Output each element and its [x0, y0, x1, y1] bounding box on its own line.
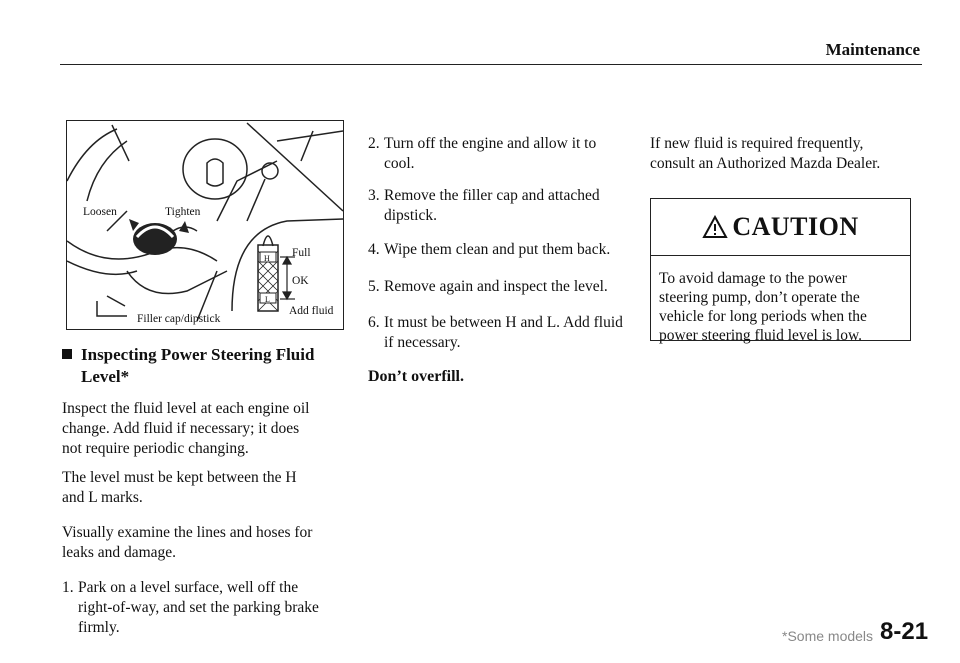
step-number: 6. — [368, 314, 380, 331]
step-text: firmly. — [78, 619, 120, 636]
text-line: consult an Authorized Mazda Dealer. — [650, 155, 881, 172]
text-line: Inspect the fluid level at each engine oil — [62, 400, 310, 417]
text-line: steering pump, don’t operate the — [659, 289, 860, 306]
page-header-title: Maintenance — [825, 40, 920, 59]
step-text: if necessary. — [384, 334, 461, 351]
warning-triangle-icon — [702, 215, 728, 239]
h-mark-label: H — [264, 254, 270, 263]
l-mark-label: L — [265, 295, 270, 304]
overfill-warning: Don’t overfill. — [368, 368, 464, 385]
bullet-square-icon — [62, 349, 72, 359]
add-fluid-label: Add fluid — [289, 305, 334, 317]
heading-line2: Level* — [81, 367, 130, 386]
section-heading — [62, 344, 332, 388]
caution-box — [650, 198, 911, 344]
text-line: and L marks. — [62, 489, 143, 506]
step-text: It must be between H and L. Add fluid — [384, 314, 623, 331]
step-number: 2. — [368, 135, 380, 152]
step-text: cool. — [384, 155, 415, 172]
step-5 — [368, 277, 638, 297]
loosen-label: Loosen — [83, 206, 117, 218]
step-text: Remove the filler cap and attached — [384, 187, 600, 204]
step-text: dipstick. — [384, 207, 437, 224]
text-line: Visually examine the lines and hoses for — [62, 524, 313, 541]
paragraph-dealer — [650, 134, 920, 174]
step-text: Remove again and inspect the level. — [384, 278, 608, 295]
ok-label: OK — [292, 275, 309, 287]
text-line: power steering fluid level is low. — [659, 327, 863, 344]
caution-header — [651, 199, 910, 256]
text-line: vehicle for long periods when the — [659, 308, 867, 325]
filler-cap-label: Filler cap/dipstick — [137, 313, 221, 325]
step-text: Turn off the engine and allow it to — [384, 135, 597, 152]
step-number: 3. — [368, 187, 380, 204]
header-divider — [60, 64, 922, 65]
text-line: The level must be kept between the H — [62, 469, 297, 486]
caution-body — [659, 269, 904, 345]
text-line: leaks and damage. — [62, 544, 177, 561]
step-4 — [368, 240, 638, 260]
step-number: 4. — [368, 241, 380, 258]
paragraph-visual — [62, 523, 342, 563]
full-label: Full — [292, 247, 311, 259]
step-text: right-of-way, and set the parking brake — [78, 599, 319, 616]
text-line: If new fluid is required frequently, — [650, 135, 864, 152]
step-1 — [62, 578, 342, 638]
caution-title: CAUTION — [732, 212, 859, 241]
text-line: not require periodic changing. — [62, 440, 249, 457]
paragraph-inspect — [62, 399, 342, 459]
tighten-label: Tighten — [165, 206, 201, 218]
heading-line1: Inspecting Power Steering Fluid — [81, 345, 315, 364]
paragraph-level — [62, 468, 342, 508]
step-number: 5. — [368, 278, 380, 295]
step-number: 1. — [62, 579, 74, 596]
page-number: 8-21 — [880, 618, 929, 645]
dipstick-illustration — [66, 120, 344, 330]
step-6 — [368, 313, 638, 353]
engine-reservoir-drawing — [67, 121, 343, 329]
step-text: Park on a level surface, well off the — [78, 579, 299, 596]
step-2 — [368, 134, 638, 174]
footnote-some-models: *Some models — [782, 628, 874, 644]
step-3 — [368, 186, 638, 226]
step-text: Wipe them clean and put them back. — [384, 241, 611, 258]
text-line: change. Add fluid if necessary; it does — [62, 420, 300, 437]
text-line: To avoid damage to the power — [659, 270, 847, 287]
